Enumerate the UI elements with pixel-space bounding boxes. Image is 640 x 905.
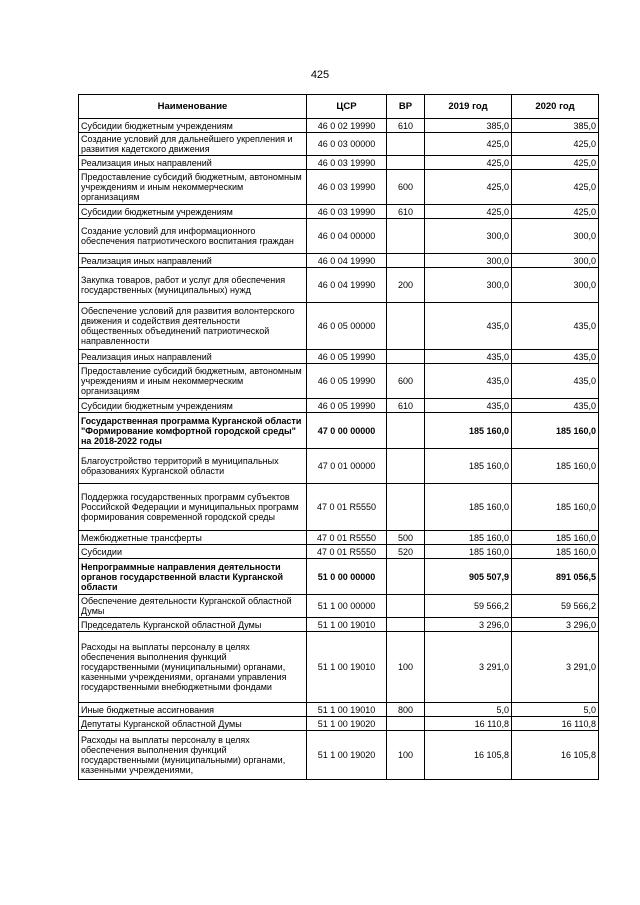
row-2020: 185 160,0 xyxy=(512,413,599,449)
row-vr: 200 xyxy=(387,268,425,303)
row-2020: 185 160,0 xyxy=(512,545,599,559)
row-vr: 100 xyxy=(387,731,425,780)
row-name: Непрограммные направления деятельности органов государственной власти Курганской области xyxy=(79,559,307,595)
row-csr: 47 0 01 00000 xyxy=(307,449,387,484)
row-name: Обеспечение деятельности Курганской областной Думы xyxy=(79,595,307,618)
row-2020: 425,0 xyxy=(512,205,599,219)
table-row xyxy=(79,268,599,303)
row-2019: 300,0 xyxy=(425,268,512,303)
header-2019: 2019 год xyxy=(425,95,512,119)
row-csr: 51 1 00 19010 xyxy=(307,618,387,632)
row-name: Расходы на выплаты персоналу в целях обеспечения выполнения функций государственными (муниципальными) органами, казенными учреждениями, xyxy=(79,731,307,780)
row-vr xyxy=(387,133,425,156)
budget-table xyxy=(78,94,599,780)
row-csr: 46 0 05 00000 xyxy=(307,303,387,350)
row-2019: 16 105,8 xyxy=(425,731,512,780)
row-vr xyxy=(387,303,425,350)
header-2020: 2020 год xyxy=(512,95,599,119)
row-2019: 425,0 xyxy=(425,170,512,205)
row-vr xyxy=(387,156,425,170)
row-name: Закупка товаров, работ и услуг для обеспечения государственных (муниципальных) нужд xyxy=(79,268,307,303)
row-2020: 185 160,0 xyxy=(512,531,599,545)
row-csr: 51 1 00 19010 xyxy=(307,632,387,703)
row-name: Межбюджетные трансферты xyxy=(79,531,307,545)
row-2019: 385,0 xyxy=(425,119,512,133)
table-body xyxy=(79,119,599,780)
row-csr: 47 0 01 R5550 xyxy=(307,545,387,559)
row-2020: 435,0 xyxy=(512,350,599,364)
table-row xyxy=(79,119,599,133)
row-2020: 385,0 xyxy=(512,119,599,133)
row-vr: 800 xyxy=(387,703,425,717)
row-vr xyxy=(387,717,425,731)
table-row xyxy=(79,484,599,531)
row-vr xyxy=(387,350,425,364)
row-csr: 46 0 03 19990 xyxy=(307,170,387,205)
row-name: Иные бюджетные ассигнования xyxy=(79,703,307,717)
row-vr xyxy=(387,449,425,484)
header-name: Наименование xyxy=(79,95,307,119)
table-row xyxy=(79,350,599,364)
table-row xyxy=(79,545,599,559)
row-name: Субсидии xyxy=(79,545,307,559)
table-row xyxy=(79,531,599,545)
row-csr: 46 0 03 19990 xyxy=(307,205,387,219)
row-2020: 185 160,0 xyxy=(512,449,599,484)
row-2019: 59 566,2 xyxy=(425,595,512,618)
row-vr xyxy=(387,219,425,254)
row-2019: 185 160,0 xyxy=(425,449,512,484)
row-name: Субсидии бюджетным учреждениям xyxy=(79,205,307,219)
row-2020: 5,0 xyxy=(512,703,599,717)
row-vr: 600 xyxy=(387,364,425,399)
row-2019: 16 110,8 xyxy=(425,717,512,731)
row-vr: 610 xyxy=(387,399,425,413)
row-name: Субсидии бюджетным учреждениям xyxy=(79,119,307,133)
row-name: Реализация иных направлений xyxy=(79,254,307,268)
row-name: Обеспечение условий для развития волонтерского движения и содействия деятельности общественных объединений патриотической направленности xyxy=(79,303,307,350)
row-2019: 425,0 xyxy=(425,133,512,156)
row-csr: 46 0 04 00000 xyxy=(307,219,387,254)
row-name: Создание условий для дальнейшего укрепления и развития кадетского движения xyxy=(79,133,307,156)
table-row xyxy=(79,595,599,618)
row-2020: 3 291,0 xyxy=(512,632,599,703)
table-row xyxy=(79,364,599,399)
row-csr: 51 1 00 19020 xyxy=(307,717,387,731)
row-csr: 47 0 01 R5550 xyxy=(307,531,387,545)
row-csr: 51 0 00 00000 xyxy=(307,559,387,595)
row-vr xyxy=(387,559,425,595)
row-name: Реализация иных направлений xyxy=(79,156,307,170)
row-vr xyxy=(387,413,425,449)
table-row xyxy=(79,399,599,413)
row-2019: 435,0 xyxy=(425,350,512,364)
row-2020: 59 566,2 xyxy=(512,595,599,618)
row-2019: 185 160,0 xyxy=(425,545,512,559)
row-2019: 300,0 xyxy=(425,254,512,268)
row-vr: 100 xyxy=(387,632,425,703)
row-2019: 185 160,0 xyxy=(425,413,512,449)
row-2019: 3 296,0 xyxy=(425,618,512,632)
row-2019: 300,0 xyxy=(425,219,512,254)
row-2019: 905 507,9 xyxy=(425,559,512,595)
table-row xyxy=(79,303,599,350)
table-row xyxy=(79,731,599,780)
row-2019: 435,0 xyxy=(425,399,512,413)
row-name: Поддержка государственных программ субъектов Российской Федерации и муниципальных программ формирования современной городской среды xyxy=(79,484,307,531)
row-csr: 51 1 00 19020 xyxy=(307,731,387,780)
row-csr: 46 0 05 19990 xyxy=(307,364,387,399)
row-2020: 16 110,8 xyxy=(512,717,599,731)
row-2019: 425,0 xyxy=(425,205,512,219)
table-row xyxy=(79,205,599,219)
row-csr: 51 1 00 19010 xyxy=(307,703,387,717)
page-number: 425 xyxy=(310,69,330,81)
row-vr xyxy=(387,484,425,531)
row-name: Субсидии бюджетным учреждениям xyxy=(79,399,307,413)
row-vr: 610 xyxy=(387,119,425,133)
table-row xyxy=(79,449,599,484)
row-name: Предоставление субсидий бюджетным, автономным учреждениям и иным некоммерческим организациям xyxy=(79,364,307,399)
row-name: Государственная программа Курганской области "Формирование комфортной городской среды" на 2018-2022 годы xyxy=(79,413,307,449)
row-name: Председатель Курганской областной Думы xyxy=(79,618,307,632)
table-row xyxy=(79,559,599,595)
table-row xyxy=(79,133,599,156)
row-name: Депутаты Курганской областной Думы xyxy=(79,717,307,731)
row-2020: 300,0 xyxy=(512,254,599,268)
row-name: Реализация иных направлений xyxy=(79,350,307,364)
row-2020: 300,0 xyxy=(512,268,599,303)
row-2020: 435,0 xyxy=(512,303,599,350)
row-vr: 610 xyxy=(387,205,425,219)
row-vr: 600 xyxy=(387,170,425,205)
row-2020: 3 296,0 xyxy=(512,618,599,632)
row-vr xyxy=(387,595,425,618)
row-2019: 435,0 xyxy=(425,364,512,399)
table-row xyxy=(79,254,599,268)
row-csr: 46 0 03 00000 xyxy=(307,133,387,156)
row-csr: 46 0 04 19990 xyxy=(307,254,387,268)
table-row xyxy=(79,632,599,703)
row-vr xyxy=(387,254,425,268)
row-2020: 435,0 xyxy=(512,364,599,399)
table-row xyxy=(79,618,599,632)
row-2020: 425,0 xyxy=(512,156,599,170)
table-row xyxy=(79,413,599,449)
table-row xyxy=(79,219,599,254)
row-csr: 46 0 05 19990 xyxy=(307,399,387,413)
row-name: Предоставление субсидий бюджетным, автономным учреждениям и иным некоммерческим организациям xyxy=(79,170,307,205)
row-csr: 47 0 00 00000 xyxy=(307,413,387,449)
row-2019: 5,0 xyxy=(425,703,512,717)
row-csr: 46 0 05 19990 xyxy=(307,350,387,364)
table-row xyxy=(79,156,599,170)
row-csr: 46 0 04 19990 xyxy=(307,268,387,303)
header-vr: ВР xyxy=(387,95,425,119)
row-2019: 185 160,0 xyxy=(425,484,512,531)
row-vr: 500 xyxy=(387,531,425,545)
row-2020: 425,0 xyxy=(512,170,599,205)
row-2020: 185 160,0 xyxy=(512,484,599,531)
row-2020: 891 056,5 xyxy=(512,559,599,595)
row-2019: 435,0 xyxy=(425,303,512,350)
row-2019: 425,0 xyxy=(425,156,512,170)
row-name: Создание условий для информационного обеспечения патриотического воспитания граждан xyxy=(79,219,307,254)
table-row xyxy=(79,170,599,205)
row-vr: 520 xyxy=(387,545,425,559)
row-2019: 185 160,0 xyxy=(425,531,512,545)
row-name: Расходы на выплаты персоналу в целях обеспечения выполнения функций государственными (муниципальными) органами, казенными учреждениями, органами управления государственными внебюджетными фондами xyxy=(79,632,307,703)
row-2020: 425,0 xyxy=(512,133,599,156)
row-2020: 300,0 xyxy=(512,219,599,254)
row-name: Благоустройство территорий в муниципальных образованиях Курганской области xyxy=(79,449,307,484)
header-row xyxy=(79,95,599,119)
header-csr: ЦСР xyxy=(307,95,387,119)
table-row xyxy=(79,717,599,731)
row-2020: 435,0 xyxy=(512,399,599,413)
table-row xyxy=(79,703,599,717)
row-csr: 47 0 01 R5550 xyxy=(307,484,387,531)
row-csr: 51 1 00 00000 xyxy=(307,595,387,618)
row-vr xyxy=(387,618,425,632)
row-2019: 3 291,0 xyxy=(425,632,512,703)
row-csr: 46 0 03 19990 xyxy=(307,156,387,170)
row-csr: 46 0 02 19990 xyxy=(307,119,387,133)
row-2020: 16 105,8 xyxy=(512,731,599,780)
